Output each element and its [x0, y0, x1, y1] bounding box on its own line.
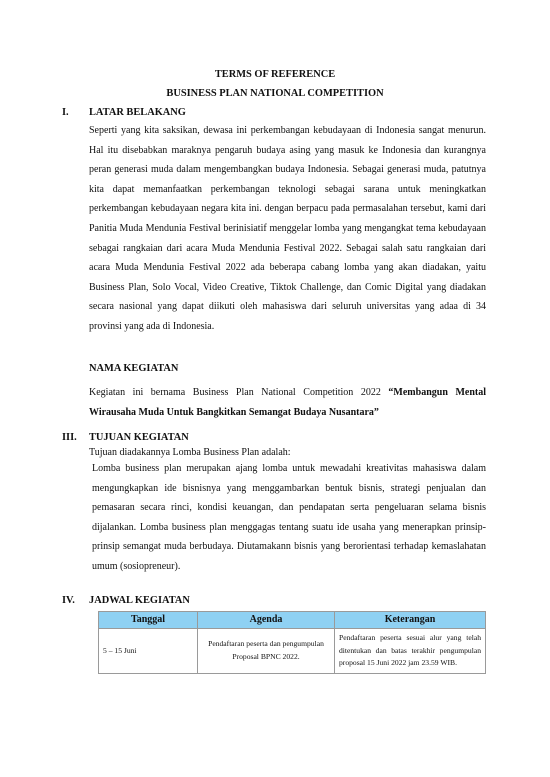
section-2-paragraph — [89, 383, 486, 422]
section-1-number: I. — [62, 107, 69, 118]
section-3-heading: TUJUAN KEGIATAN — [89, 432, 189, 443]
section-3-paragraph: Lomba business plan merupakan ajang lomba untuk mewadahi kreativitas mahasiswa dalam mengungkapkan ide bisnisnya yang menggambarkan bentuk bisnis, strategi penjualan dan pemasaran secara rinci, kondisi keuangan, dan pendapatan serta pengeluaran selama bisnis dijalankan. Lomba business plan menggagas tentang suatu ide usaha yang menerapkan prinsip-prinsip semangat muda berbudaya. Diutamakann bisnis yang berorientasi terhadap kemaslahatan umum (sosiopreneur). — [92, 463, 486, 572]
header-agenda: Agenda — [198, 612, 335, 629]
header-note: Keterangan — [335, 612, 486, 629]
table-row — [99, 629, 486, 674]
header-date: Tanggal — [99, 612, 198, 629]
section-4-number: IV. — [62, 595, 75, 606]
section-4-heading: JADWAL KEGIATAN — [89, 595, 190, 606]
section-2-text: Kegiatan ini bernama Business Plan National Competition 2022 — [89, 387, 389, 398]
cell-agenda: Pendaftaran peserta dan pengumpulan Proposal BPNC 2022. — [198, 629, 335, 674]
section-2-heading: NAMA KEGIATAN — [89, 363, 179, 374]
section-3-intro: Tujuan diadakannya Lomba Business Plan adalah: — [89, 447, 291, 458]
doc-subtitle: BUSINESS PLAN NATIONAL COMPETITION — [166, 88, 384, 99]
section-2-theme: “Membangun Mental Wirausaha Muda Untuk Bangkitkan Semangat Budaya Nusantara” — [89, 387, 486, 418]
section-3-number: III. — [62, 432, 77, 443]
section-1-paragraph: Seperti yang kita saksikan, dewasa ini perkembangan kebudayaan di Indonesia sangat menurun. Hal itu disebabkan maraknya pengaruh budaya asing yang masuk ke Indonesia dan kurangnya peran generasi muda dalam mengembangkan budaya Indonesia. Sebagai generasi muda, patutnya kita dapat memanfaatkan perkembangan teknologi sebagai sarana untuk meningkatkan perkembangan kebudayaan negara kita ini. dengan berpacu pada permasalahan tersebut, kami dari Panitia Muda Mendunia Festival berinisiatif menggelar lomba yang mengangkat tema kebudayaan sebagai rangkaian dari acara Muda Mendunia Festival 2022. Sebagai salah satu rangkaian dari acara Muda Mendunia Festival 2022 ada beberapa cabang lomba yang akan diadakan, yaitu Business Plan, Solo Vocal, Video Creative, Tiktok Challenge, dan Comic Digital yang diadakan secara nasional yang dapat diikuti oleh mahasiswa dari seluruh universitas yang adaa di 34 provinsi yang ada di Indonesia. — [89, 125, 486, 332]
schedule-table-header-row — [99, 612, 486, 629]
cell-date: 5 – 15 Juni — [99, 629, 198, 674]
cell-note: Pendaftaran peserta sesuai alur yang telah ditentukan dan batas terakhir pengumpulan proposal 15 Juni 2022 jam 23.59 WIB. — [335, 629, 486, 674]
doc-title: TERMS OF REFERENCE — [214, 69, 336, 80]
schedule-table — [98, 611, 486, 674]
section-1-heading: LATAR BELAKANG — [89, 107, 186, 118]
